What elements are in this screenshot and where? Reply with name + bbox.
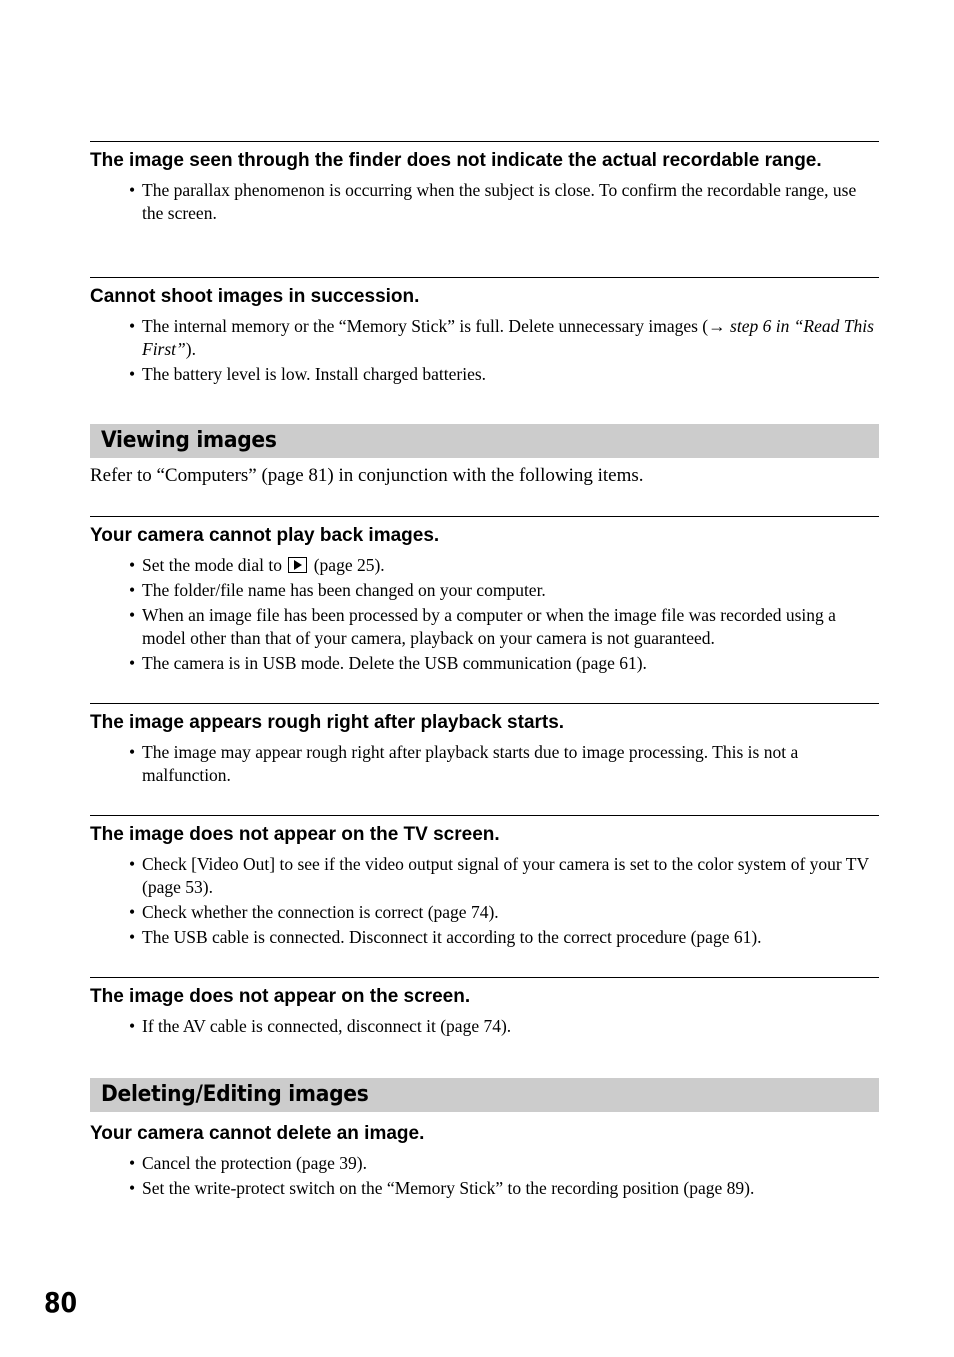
list-item: • The parallax phenomenon is occurring when the subject is close. To confirm the recordable range, use the screen. bbox=[129, 180, 857, 223]
item-bullets bbox=[90, 741, 879, 786]
list-item: • Check whether the connection is correct (page 74). bbox=[129, 901, 499, 922]
list-item: • The image may appear rough right after playback starts due to image processing. This is not a malfunction. bbox=[129, 742, 799, 785]
item-bullets bbox=[90, 315, 879, 385]
list-item: • If the AV cable is connected, disconnect it (page 74). bbox=[129, 1016, 512, 1036]
page-number: 80 bbox=[44, 1286, 78, 1319]
section-heading: Deleting/Editing images bbox=[90, 1078, 879, 1112]
item-title: Your camera cannot play back images. bbox=[90, 525, 440, 546]
list-item: • The USB cable is connected. Disconnect it according to the correct procedure (page 61). bbox=[129, 926, 762, 947]
item-no-tv-image bbox=[90, 815, 879, 951]
item-cannot-shoot-succession bbox=[90, 277, 879, 388]
section-viewing-images bbox=[90, 424, 879, 488]
item-bullets bbox=[90, 554, 879, 674]
item-title: The image seen through the finder does not indicate the actual recordable range. bbox=[90, 150, 822, 171]
cross-reference: step 6 in “Read This First” bbox=[142, 316, 874, 359]
item-bullets bbox=[90, 1152, 879, 1200]
item-bullets bbox=[90, 853, 879, 948]
item-no-screen-image bbox=[90, 977, 879, 1040]
item-title: Cannot shoot images in succession. bbox=[90, 286, 420, 307]
item-bullets bbox=[90, 179, 879, 224]
item-title: Your camera cannot delete an image. bbox=[90, 1123, 425, 1144]
item-bullets bbox=[90, 1015, 879, 1038]
item-cannot-delete bbox=[90, 1116, 879, 1202]
item-title: The image does not appear on the screen. bbox=[90, 986, 471, 1007]
section-heading: Viewing images bbox=[90, 424, 879, 458]
list-item: • The battery level is low. Install charged batteries. bbox=[129, 363, 487, 384]
item-title: The image appears rough right after playback starts. bbox=[90, 712, 565, 733]
arrow-right-icon: → bbox=[708, 316, 726, 336]
list-item: • The camera is in USB mode. Delete the USB communication (page 61). bbox=[129, 652, 647, 673]
list-item: • Set the write-protect switch on the “Memory Stick” to the recording position (page 89). bbox=[129, 1178, 755, 1198]
section-intro: Refer to “Computers” (page 81) in conjunction with the following items. bbox=[90, 465, 644, 486]
list-item: • The internal memory or the “Memory Stick” is full. Delete unnecessary images (→ step 6 in “Read This First”). bbox=[129, 316, 874, 359]
item-image-rough bbox=[90, 703, 879, 789]
item-title: The image does not appear on the TV screen. bbox=[90, 824, 500, 845]
list-item: • The folder/file name has been changed on your computer. bbox=[129, 580, 546, 600]
list-item: • Set the mode dial to (page 25). bbox=[129, 555, 385, 575]
list-item: • Check [Video Out] to see if the video output signal of your camera is set to the color system of your TV (page 53). bbox=[129, 854, 869, 897]
list-item: • Cancel the protection (page 39). bbox=[129, 1153, 367, 1173]
list-item: • When an image file has been processed by a computer or when the image file was recorded using a model other than that of your camera, playback on your camera is not guaranteed. bbox=[129, 605, 836, 648]
playback-mode-icon bbox=[288, 557, 307, 573]
item-finder-range bbox=[90, 141, 879, 227]
section-deleting-editing bbox=[90, 1078, 879, 1112]
item-cannot-play-back bbox=[90, 516, 879, 677]
